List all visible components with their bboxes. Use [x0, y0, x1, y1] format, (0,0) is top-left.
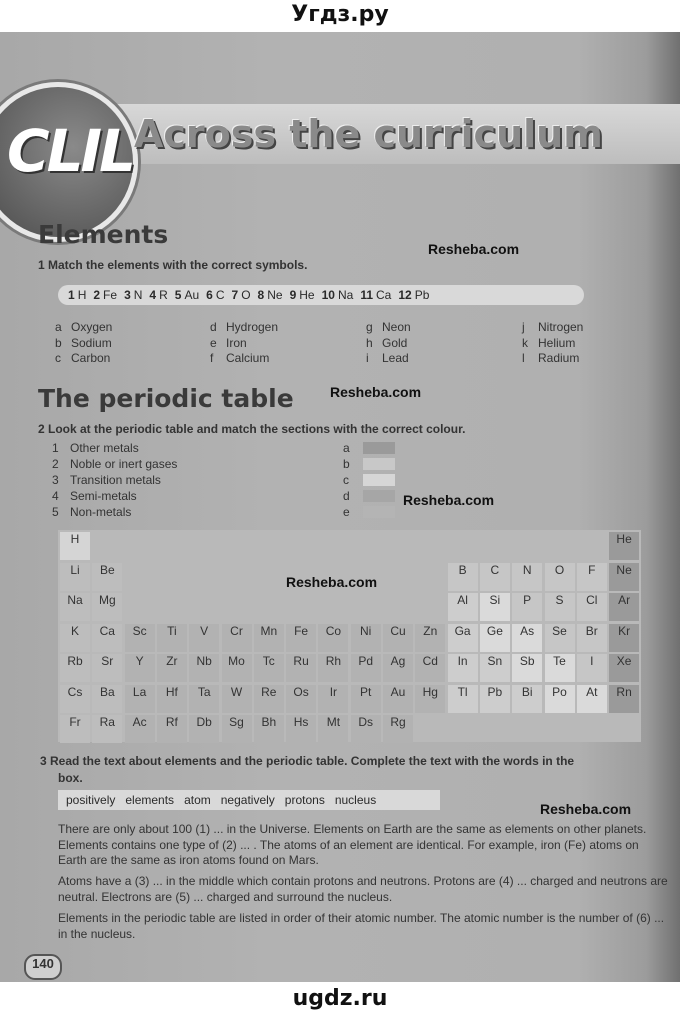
colour-letter: b: [343, 457, 350, 471]
word-item: protons: [284, 793, 325, 807]
section-number: 5: [52, 505, 59, 519]
symbol-text: C: [215, 288, 225, 302]
element-cell: Sn: [480, 654, 510, 682]
name-text: Neon: [382, 320, 411, 334]
name-letter: g: [366, 320, 373, 334]
section-text: Non-metals: [70, 505, 132, 519]
section-text: Noble or inert gases: [70, 457, 178, 471]
name-text: Helium: [538, 335, 576, 350]
element-cell: O: [545, 563, 575, 591]
symbol-text: Ne: [267, 288, 283, 302]
name-item: [522, 351, 583, 367]
name-item: [366, 351, 411, 367]
symbol-number: 8: [257, 288, 265, 302]
element-cell: P: [512, 593, 542, 621]
name-text: Radium: [538, 351, 580, 365]
exercise-3-instruction-cont: box.: [58, 771, 83, 785]
colour-letter: d: [343, 489, 350, 503]
symbol-item: [206, 288, 224, 302]
watermark-bottom: ugdz.ru: [292, 986, 388, 1011]
symbol-item: [360, 288, 391, 302]
name-item: [522, 336, 583, 352]
symbols-bar: [58, 285, 584, 305]
name-letter: b: [55, 335, 62, 350]
exercise-2-instruction: 2 Look at the periodic table and match the sections with the correct colour.: [38, 422, 466, 436]
section-item: [52, 472, 177, 488]
element-cell: Cr: [222, 624, 252, 652]
element-cell: Ds: [351, 715, 381, 743]
element-cell: Cl: [577, 593, 607, 621]
clil-badge-text: CLIL: [7, 117, 134, 185]
symbol-text: Au: [184, 288, 200, 302]
element-cell: Rh: [318, 654, 348, 682]
element-cell: Sr: [92, 654, 122, 682]
element-cell: Bi: [512, 685, 542, 713]
element-cell: Tl: [448, 685, 478, 713]
element-cell: I: [577, 654, 607, 682]
element-cell: Al: [448, 593, 478, 621]
section-number: 2: [52, 457, 59, 471]
symbol-number: 3: [124, 288, 131, 302]
name-letter: k: [522, 335, 528, 350]
resheba-watermark-2: Resheba.com: [330, 384, 422, 400]
names-column: [55, 320, 112, 367]
element-cell: F: [577, 563, 607, 591]
colour-swatch: [363, 442, 395, 454]
word-item: nucleus: [334, 793, 377, 807]
element-cell: La: [125, 685, 155, 713]
colour-options: [343, 440, 350, 520]
name-letter: d: [210, 320, 217, 334]
name-item: [210, 336, 278, 352]
element-cell: Mn: [254, 624, 284, 652]
symbol-item: [290, 288, 315, 302]
word-item: positively: [66, 793, 116, 807]
name-letter: h: [366, 335, 373, 350]
section-item: [52, 488, 177, 504]
element-cell: Ru: [286, 654, 316, 682]
watermark-top: Угдз.ру: [291, 2, 389, 27]
symbol-text: He: [299, 288, 315, 302]
element-cell: He: [609, 532, 639, 560]
element-cell: Ni: [351, 624, 381, 652]
element-cell: Zn: [415, 624, 445, 652]
element-cell: Re: [254, 685, 284, 713]
element-cell: Hs: [286, 715, 316, 743]
symbol-text: R: [159, 288, 168, 302]
symbol-text: N: [133, 288, 143, 302]
element-cell: Sb: [512, 654, 542, 682]
element-cell: Bh: [254, 715, 284, 743]
element-cell: B: [448, 563, 478, 591]
symbol-number: 6: [206, 288, 213, 302]
colour-swatch: [363, 506, 395, 518]
name-letter: a: [55, 320, 62, 334]
element-cell: Br: [577, 624, 607, 652]
paragraph-3: Elements in the periodic table are listed in order of their atomic number. The atomic number is the number of (6) ... in the nucleus.: [58, 911, 665, 941]
symbol-number: 10: [321, 288, 335, 302]
word-box: [58, 790, 440, 810]
colour-swatch: [363, 474, 395, 486]
paragraph-2: Atoms have a (3) ... in the middle which contain protons and neutrons. Protons are (4) ... charged and neutrons are neutral. Electrons are (5) ... charged and surround the nucleus.: [58, 874, 668, 904]
element-cell: Ag: [383, 654, 413, 682]
element-cell: Mg: [92, 593, 122, 621]
element-cell: Ge: [480, 624, 510, 652]
textbook-page: [0, 32, 680, 982]
symbol-number: 1: [68, 288, 75, 302]
element-cell: Ba: [92, 685, 122, 713]
symbol-item: [258, 288, 283, 302]
element-cell: Ne: [609, 563, 639, 591]
name-item: [55, 320, 112, 336]
element-cell: In: [448, 654, 478, 682]
name-item: [210, 351, 278, 367]
name-item: [522, 320, 583, 336]
colour-swatch: [363, 490, 395, 502]
element-cell: V: [189, 624, 219, 652]
section-item: [52, 456, 177, 472]
name-item: [210, 320, 278, 336]
name-letter: j: [522, 320, 525, 334]
element-cell: Ga: [448, 624, 478, 652]
name-letter: c: [55, 351, 61, 365]
colour-letter: e: [343, 505, 350, 519]
element-cell: Mo: [222, 654, 252, 682]
name-item: [366, 320, 411, 336]
name-letter: e: [210, 335, 217, 350]
element-cell: Rn: [609, 685, 639, 713]
exercise-1-instruction: 1 Match the elements with the correct symbols.: [38, 258, 308, 272]
resheba-watermark-5: Resheba.com: [540, 801, 632, 817]
element-cell: Si: [480, 593, 510, 621]
element-cell: Hf: [157, 685, 187, 713]
section-item: [52, 440, 177, 456]
element-cell: Mt: [318, 715, 348, 743]
element-cell: Se: [545, 624, 575, 652]
name-text: Iron: [226, 335, 247, 350]
symbol-text: Ca: [376, 288, 392, 302]
page-number: 140: [24, 954, 62, 980]
element-cell: Cu: [383, 624, 413, 652]
resheba-watermark-4: Resheba.com: [286, 574, 378, 590]
element-cell: Ta: [189, 685, 219, 713]
section-text: Other metals: [70, 441, 139, 455]
element-cell: Ac: [125, 715, 155, 743]
word-item: negatively: [220, 793, 275, 807]
names-column: [210, 320, 278, 367]
word-item: elements: [125, 793, 175, 807]
element-cell: Pt: [351, 685, 381, 713]
name-text: Carbon: [71, 351, 111, 365]
element-cell: W: [222, 685, 252, 713]
section-number: 3: [52, 473, 59, 487]
element-cell: Sc: [125, 624, 155, 652]
element-cell: Fe: [286, 624, 316, 652]
periodic-table: [58, 530, 641, 742]
name-text: Calcium: [226, 351, 270, 365]
symbol-item: [68, 288, 86, 302]
symbol-number: 9: [289, 288, 297, 302]
element-cell: Fr: [60, 715, 90, 743]
element-cell: Sg: [222, 715, 252, 743]
element-cell: Ir: [318, 685, 348, 713]
symbol-number: 7: [231, 288, 239, 302]
element-cell: S: [545, 593, 575, 621]
element-cell: Tc: [254, 654, 284, 682]
element-cell: Ca: [92, 624, 122, 652]
element-cell: Os: [286, 685, 316, 713]
element-cell: Na: [60, 593, 90, 621]
section-list: [52, 440, 177, 520]
element-cell: Cd: [415, 654, 445, 682]
symbol-item: [149, 288, 167, 302]
symbol-text: Na: [337, 288, 354, 302]
symbol-item: [124, 288, 142, 302]
name-item: [55, 351, 112, 367]
element-cell: K: [60, 624, 90, 652]
element-cell: Cs: [60, 685, 90, 713]
section-text: Semi-metals: [70, 489, 137, 503]
element-cell: Nb: [189, 654, 219, 682]
symbol-number: 12: [398, 288, 412, 302]
symbol-text: Fe: [103, 288, 118, 302]
element-cell: At: [577, 685, 607, 713]
name-item: [366, 336, 411, 352]
name-text: Oxygen: [71, 320, 113, 334]
resheba-watermark-3: Resheba.com: [403, 492, 495, 508]
element-cell: Ti: [157, 624, 187, 652]
colour-letter: a: [343, 441, 350, 455]
element-cell: Au: [383, 685, 413, 713]
element-cell: Li: [60, 563, 90, 591]
element-cell: Kr: [609, 624, 639, 652]
section-number: 1: [52, 441, 59, 455]
symbol-text: Pb: [414, 288, 430, 302]
element-cell: H: [60, 532, 90, 560]
element-cell: Rg: [383, 715, 413, 743]
name-item: [55, 336, 112, 352]
element-cell: Te: [545, 654, 575, 682]
resheba-watermark-1: Resheba.com: [428, 241, 520, 257]
element-cell: Xe: [609, 654, 639, 682]
name-letter: i: [366, 351, 369, 365]
symbol-number: 4: [149, 288, 157, 302]
symbol-number: 2: [93, 288, 101, 302]
element-cell: N: [512, 563, 542, 591]
paragraph-1: There are only about 100 (1) ... in the Universe. Elements on Earth are the same as elements on other planets. Elements contains one type of (2) ... . The atoms of an element are identical. For example, iron (Fe) atoms on Earth are the same as iron atoms found on Mars.: [58, 822, 647, 867]
symbol-item: [322, 288, 354, 302]
symbol-item: [175, 288, 199, 302]
name-text: Gold: [382, 335, 408, 350]
symbol-number: 11: [360, 288, 373, 302]
symbol-item: [398, 288, 429, 302]
element-cell: Db: [189, 715, 219, 743]
symbol-item: [93, 288, 117, 302]
element-cell: Pd: [351, 654, 381, 682]
element-cell: Co: [318, 624, 348, 652]
name-text: Hydrogen: [226, 320, 279, 334]
section-text: Transition metals: [70, 473, 161, 487]
names-column: [366, 320, 411, 367]
element-cell: Zr: [157, 654, 187, 682]
symbol-item: [232, 288, 251, 302]
colour-letter: c: [343, 473, 349, 487]
symbol-number: 5: [174, 288, 182, 302]
name-letter: l: [522, 351, 525, 365]
element-cell: Po: [545, 685, 575, 713]
element-cell: Pb: [480, 685, 510, 713]
element-cell: Y: [125, 654, 155, 682]
name-letter: f: [210, 351, 214, 365]
page-title: Across the curriculum: [134, 112, 603, 156]
element-cell: Ra: [92, 715, 122, 743]
symbol-text: H: [77, 288, 87, 302]
name-text: Lead: [382, 351, 409, 365]
periodic-table-heading: The periodic table: [38, 384, 294, 413]
element-cell: As: [512, 624, 542, 652]
names-column: [522, 320, 583, 367]
name-text: Sodium: [71, 335, 112, 350]
elements-heading: Elements: [38, 220, 169, 249]
element-cell: Ar: [609, 593, 639, 621]
element-cell: Rf: [157, 715, 187, 743]
word-item: atom: [184, 793, 211, 807]
element-cell: Rb: [60, 654, 90, 682]
symbol-text: O: [241, 288, 251, 302]
name-text: Nitrogen: [538, 320, 584, 334]
exercise-3-instruction: 3 Read the text about elements and the periodic table. Complete the text with the words in the: [40, 754, 575, 768]
element-cell: C: [480, 563, 510, 591]
colour-swatch: [363, 458, 395, 470]
section-number: 4: [52, 489, 59, 503]
section-item: [52, 504, 177, 520]
element-cell: Hg: [415, 685, 445, 713]
element-cell: Be: [92, 563, 122, 591]
